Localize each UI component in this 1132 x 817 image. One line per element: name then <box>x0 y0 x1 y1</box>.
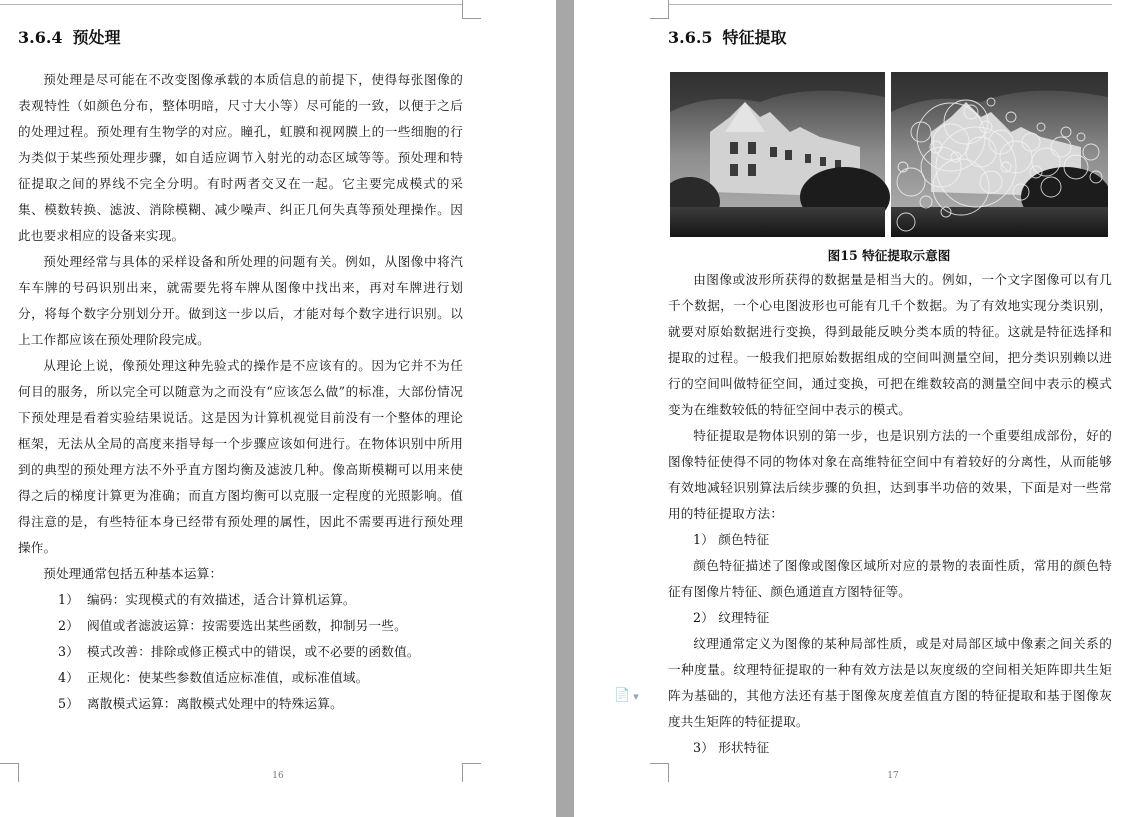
paragraph: 预处理是尽可能在不改变图像承载的本质信息的前提下，使得每张图像的表观特性（如颜色分布，整体明暗，尺寸大小等）尽可能的一致，以便于之后的处理过程。预处理有生物学的对应。瞳孔，虹膜和视网膜上的一些细胞的行为类似于某些预处理步骤，如自适应调节入射光的动态区域等等。预处理和特征提取之间的界线不完全分明。有时两者交叉在一起。它主要完成模式的采集、模数转换、滤波、消除模糊、减少噪声、纠正几何失真等预处理操作。因此也要求相应的设备来实现。 <box>18 72 463 243</box>
list-text: 离散模式运算：离散模式处理中的特殊运算。 <box>87 696 343 711</box>
original-photo <box>670 72 890 237</box>
section-heading <box>668 25 787 48</box>
list-text: 模式改善：排除或修正模式中的错误，或不必要的函数值。 <box>87 644 420 659</box>
crop-mark <box>462 0 481 19</box>
page-number: 16 <box>272 771 284 781</box>
body-text <box>18 67 463 717</box>
paragraph: 从理论上说，像预处理这种先验式的操作是不应该有的。因为它并不为任何目的服务，所以完全可以随意为之而没有“应该怎么做”的标准，大部份情况下预处理是看着实验结果说话。这是因为计算机视觉目前没有一个整体的理论框架，无法从全局的高度来指导每一个步骤应该如何进行。在物体识别中所用到的典型的预处理方法不外乎直方图均衡及滤波几种。像高斯模糊可以用来使得之后的梯度计算更为准确；而直方图均衡可以克服一定程度的光照影响。值得注意的是，有些特征本身已经带有预处理的属性，因此不需要再进行预处理操作。 <box>18 358 463 555</box>
figure-caption: 图15 特征提取示意图 <box>827 248 951 263</box>
list-text: 正规化：使某些参数值适应标准值，或标准值域。 <box>87 670 369 685</box>
document-icon[interactable]: 📄 ▼ <box>614 688 639 703</box>
section-title: 特征提取 <box>722 28 787 47</box>
list-number: 1） <box>58 592 80 607</box>
list-item <box>18 691 463 717</box>
paragraph: 特征提取是物体识别的第一步，也是识别方法的一个重要组成部份，好的图像特征使得不同的物体对象在高维特征空间中有着较好的分离性，从而能够有效地减轻识别算法后续步骤的负担，达到事半功倍的效果，下面是对一些常用的特征提取方法： <box>668 428 1112 521</box>
paragraph: 预处理通常包括五种基本运算： <box>43 566 223 581</box>
item-heading: 2） 纹理特征 <box>693 610 770 625</box>
list-item <box>18 665 463 691</box>
crop-mark <box>650 0 669 19</box>
item-heading: 1） 颜色特征 <box>693 532 770 547</box>
page-number: 17 <box>887 771 899 781</box>
section-heading <box>18 25 121 48</box>
body-text <box>668 267 1112 761</box>
list-number: 5） <box>58 696 80 711</box>
paragraph: 由图像或波形所获得的数据量是相当大的。例如，一个文字图像可以有几千个数据，一个心电图波形也可能有几千个数据。为了有效地实现分类识别，就要对原始数据进行变换，得到最能反映分类本质的特征。这就是特征选择和提取的过程。一般我们把原始数据组成的空间叫测量空间，把分类识别赖以进行的空间叫做特征空间，通过变换，可把在维数较高的测量空间中表示的模式变为在维数较低的特征空间中表示的模式。 <box>668 272 1112 417</box>
list-item <box>18 587 463 613</box>
building-photos <box>670 72 1108 237</box>
list-item <box>18 613 463 639</box>
list-number: 3） <box>58 644 80 659</box>
list-number: 4） <box>58 670 80 685</box>
list-text: 编码：实现模式的有效描述，适合计算机运算。 <box>87 592 356 607</box>
chevron-down-icon[interactable]: ▼ <box>633 693 639 701</box>
list-item <box>18 639 463 665</box>
section-number: 3.6.5 <box>668 28 713 47</box>
list-number: 2） <box>58 618 80 633</box>
list-text: 阀值或者滤波运算：按需要选出某些函数，抑制另一些。 <box>87 618 407 633</box>
section-title: 预处理 <box>72 28 121 47</box>
header-rule <box>0 0 462 5</box>
paragraph: 预处理经常与具体的采样设备和所处理的问题有关。例如，从图像中将汽车车牌的号码识别出来，就需要先将车牌从图像中找出来，再对车牌进行划分，将每个数字分别划分开。做到这一步以后，才能对每个数字进行识别。以上工作都应该在预处理阶段完成。 <box>18 254 463 347</box>
paragraph: 颜色特征描述了图像或图像区域所对应的景物的表面性质，常用的颜色特征有图像片特征、颜色通道直方图特征等。 <box>668 558 1112 599</box>
page-16 <box>0 0 556 817</box>
feature-photo <box>891 72 1108 237</box>
section-number: 3.6.4 <box>18 28 63 47</box>
item-heading: 3） 形状特征 <box>693 740 770 755</box>
page-gutter <box>556 0 574 817</box>
header-rule <box>668 0 1112 5</box>
feature-extraction-figure <box>670 72 1108 237</box>
page-17 <box>574 0 1132 817</box>
paragraph: 纹理通常定义为图像的某种局部性质，或是对局部区域中像素之间关系的一种度量。纹理特征提取的一种有效方法是以灰度级的空间相关矩阵即共生矩阵为基础的，其他方法还有基于图像灰度差值直方图的特征提取和基于图像灰度共生矩阵的特征提取。 <box>668 636 1112 729</box>
